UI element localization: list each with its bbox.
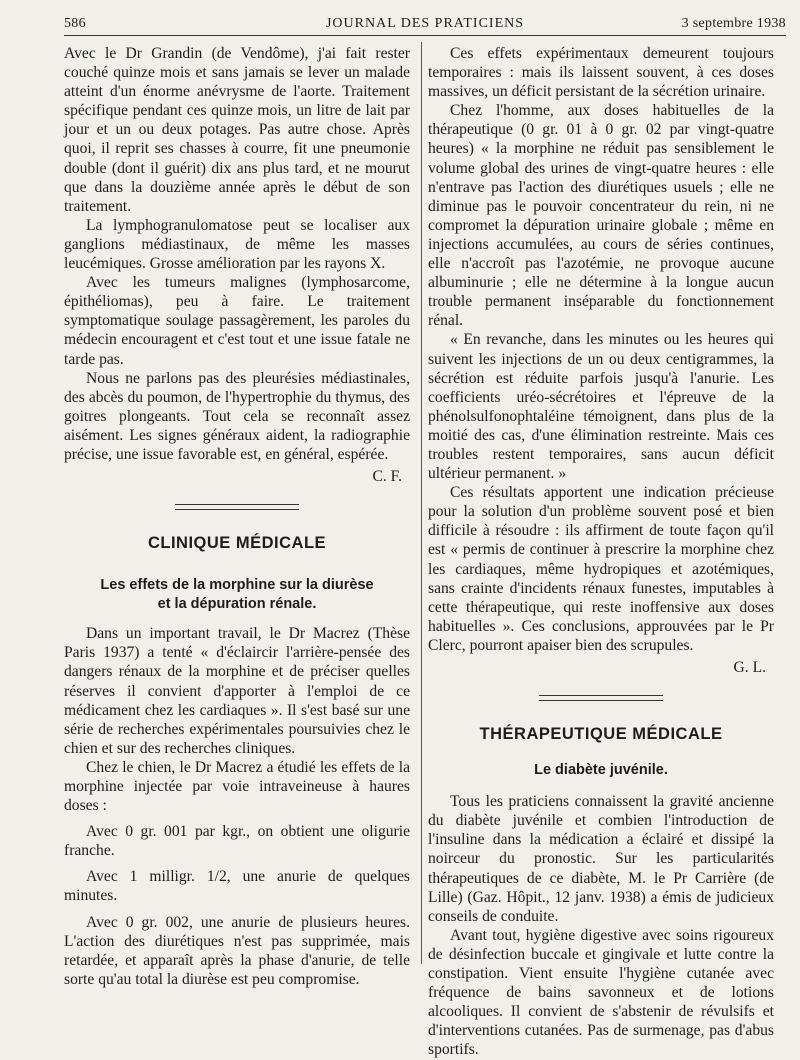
section-divider [175, 504, 299, 510]
paragraph: Dans un important travail, le Dr Macrez (Thèse Paris 1937) a tenté « d'éclaircir l'arrière-pensée des dangers rénaux de la morphine et de préciser quelles réserves il convient d'apporter à l'emploi de ce médicament chez les cardiaques ». Il s'est basé sur une série de recherches expérimentales poursuivies chez le chien et sur des recherches cliniques. [64, 625, 410, 757]
article-title-line: et la dépuration rénale. [157, 596, 317, 613]
header-rule [64, 35, 786, 36]
paragraph: Avec 1 milligr. 1/2, une anurie de quelques minutes. [64, 868, 410, 905]
section-heading: THÉRAPEUTIQUE MÉDICALE [479, 725, 723, 744]
paragraph: Ces résultats apportent une indication précieuse pour la solution d'un problème souvent posé et bien difficile à résoudre : ils affirment de toute façon qu'il est « permis de continuer à prescrire la morphine chez les cardiaques, même hydropiques et azotémiques, sans crainte d'incidents rénaux funestes, imputables à cette thérapeutique, qui reste inoffensive aux doses habituelles ». Ces conclusions, approuvées par le Pr Clerc, pourront apaiser bien des scrupules. [428, 484, 774, 654]
paragraph: Avec 0 gr. 002, une anurie de plusieurs heures. L'action des diurétiques n'est pas supprimée, mais retardée, et apparaît après la phase d'anurie, de telle sorte qu'au total la diurèse est peu compromise. [64, 913, 410, 988]
section-heading: CLINIQUE MÉDICALE [147, 534, 327, 553]
journal-title: JOURNAL DES PRATICIENS [325, 16, 525, 31]
paragraph: Nous ne parlons pas des pleurésies médiastinales, des abcès du poumon, de l'hypertrophie du thymus, des goitres plongeants. Tout cela se reconnaît assez aisément. Les signes généraux aident, la radiographie précise, une issue favorable est, en général, espérée. [64, 369, 410, 463]
article-title [64, 576, 410, 614]
paragraph: Avant tout, hygiène digestive avec soins rigoureux de désinfection buccale et gingivale et lutte contre la constipation. Vient ensuite l'hygiène cutanée avec fréquence de bains savonneux et de lotions alcooliques. Il convient de s'abstenir de révulsifs et d'interventions cutanées. Pas de surmenage, pas d'abus sportifs. [428, 926, 774, 1059]
paragraph: Chez l'homme, aux doses habituelles de la thérapeutique (0 gr. 01 à 0 gr. 02 par vingt-quatre heures) « la morphine ne réduit pas sensiblement le volume global des urines de vingt-quatre heures : elle n'entrave pas l'action des diurétiques usuels ; elle ne diminue pas le pouvoir concentrateur du rein, ni ne compromet la dépuration urinaire globale ; même en injections accumulées, au cours de séries continues, elle n'accroît pas l'azotémie, ne provoque aucune albuminurie ; elle ne détermine à la longue aucun trouble permanent inséparable du fonctionnement rénal. [428, 102, 774, 330]
paragraph: Ces effets expérimentaux demeurent toujours temporaires : mais ils laissent souvent, à ces doses massives, un déficit persistant de la sécrétion urinaire. [428, 45, 774, 101]
issue-date: 3 septembre 1938 [681, 16, 786, 31]
section-divider [539, 695, 663, 701]
column-divider [421, 42, 422, 964]
article-title-line: Les effets de la morphine sur la diurèse [100, 577, 374, 594]
paragraph: Chez le chien, le Dr Macrez a étudié les effets de la morphine injectée par voie intraveineuse à haures doses : [64, 758, 410, 815]
paragraph: Avec le Dr Grandin (de Vendôme), j'ai fait rester couché quinze mois et sans jamais se lever un malade atteint d'un énorme anévrysme de l'aorte. Traitement spécifique pendant ces quinze mois, un litre de lait par jour et un ou deux potages. Pas autre chose. Après quoi, il reprit ses chasses à courre, fit une pneumonie double (dont il guérit) dix ans plus tard, et ne mourut que dans la douzième année après le début de son traitement. [64, 45, 410, 215]
page-number: 586 [64, 16, 86, 31]
paragraph: Avec les tumeurs malignes (lymphosarcome, épithéliomas), peu à faire. Le traitement symptomatique soulage passagèrement, les paroles du médecin encouragent et c'est tout et une issue fatale ne tarde pas. [64, 274, 410, 368]
author-signature: G. L. [733, 659, 766, 676]
page-header [64, 14, 786, 36]
paragraph: Avec 0 gr. 001 par kgr., on obtient une oligurie franche. [64, 823, 410, 860]
paragraph: « En revanche, dans les minutes ou les heures qui suivent les injections de un ou deux centigrammes, la sécrétion est réduite parfois jusqu'à l'anurie. Les coefficients uréo-sécrétoires et l'épreuve de la phénolsulfonophtaléine témoignent, dans plus de la moitié des cas, d'une élimination restreinte. Mais ces troubles restent temporaires, sans aucun déficit ultérieur permanent. » [428, 331, 774, 483]
left-column [64, 44, 410, 989]
paragraph: Tous les praticiens connaissent la gravité ancienne du diabète juvénile et combien l'introduction de l'insuline dans la médication a éclairé et dissipé la noirceur du pronostic. Sur les particularités thérapeutiques de ce diabète, M. le Pr Carrière (de Lille) (Gaz. Hôpit., 12 janv. 1938) a émis de judicieux conseils de conduite. [428, 793, 774, 925]
author-signature: C. F. [372, 468, 402, 486]
article-title: Le diabète juvénile. [534, 762, 668, 779]
right-column [428, 44, 774, 1060]
paragraph: La lymphogranulomatose peut se localiser aux ganglions médiastinaux, de même les masses leucémiques. Grosse amélioration par les rayons X. [64, 216, 410, 273]
